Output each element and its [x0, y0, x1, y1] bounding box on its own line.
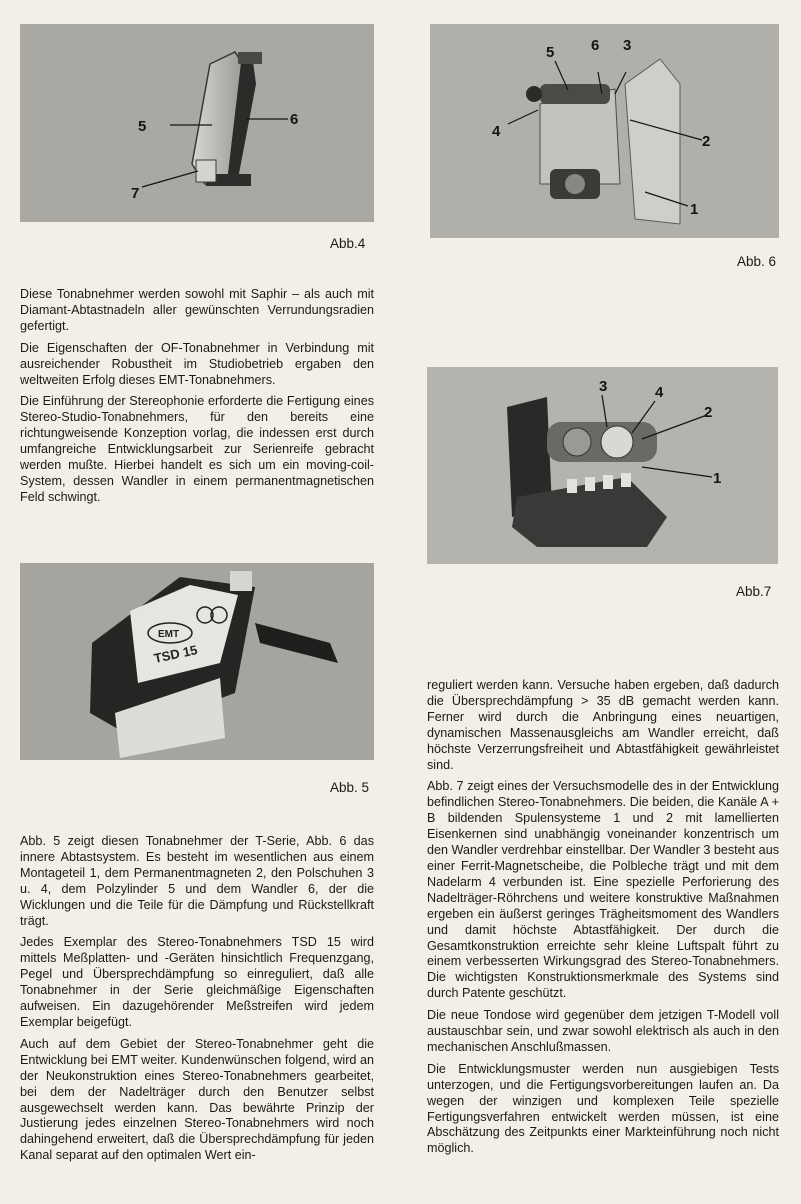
paragraph: Auch auf dem Gebiet der Stereo-Tonabnehmer geht die Entwicklung bei EMT weiter. Kundenwünschen folgend, wird an der Neukonstruktion eines Stereo-Tonabnehmers gearbeitet, bei dem der Nadelträger durch den Benutzer selbst ausgewechselt werden kann. Das bewährte Prinzip der Justierung jedes einzelnen Stereo-Tonabnehmers wird noch dahingehend erweitert, daß die Übersprechdämpfung für jeden Kanal separat auf den optimalen Wert ein-	[20, 1036, 374, 1163]
figure-abb7-photo	[427, 367, 778, 564]
abb4-label-5: 5	[138, 118, 147, 135]
abb5-logo-text: EMT	[158, 629, 180, 640]
paragraph: Abb. 7 zeigt eines der Versuchsmodelle des in der Entwicklung befindlichen Stereo-Tonabnehmers. Die beiden, die Kanäle A + B bildenden Spulensysteme 1 und 2 mit lamellierten Eisenkernen sind unabhängig voneinander konzentrisch um den Wandler verdrehbar einstellbar. Der Wandler 3 besteht aus einer Ferrit-Magnetscheibe, die Polbleche trägt und mit dem Nadelarm 4 verbunden ist. Eine spezielle Perforierung des Nadelträger-Röhrchens und weitere konstruktive Maßnahmen ergeben ein äußerst geringes Trägheitsmoment des Wandlers und damit höchste Abtastfähigkeit. Der durch die Gesamtkonstruktion erreichte sehr kleine Luftspalt führt zu einem verbesserten Wirkungsgrad des Stereo-Tonabnehmers. Die wichtigsten Konstruktionsmerkmale des Systems sind durch Patente geschützt.	[427, 779, 779, 1001]
paragraph: Jedes Exemplar des Stereo-Tonabnehmers TSD 15 wird mittels Meßplatten- und -Geräten hinsichtlich Frequenzgang, Pegel und Übersprechdämpfung so einreguliert, daß alle Tonabnehmer in der Serie gleichmäßige Eigenschaften aufweisen. Ein dazugehörender Meßstreifen wird jedem Exemplar beigefügt.	[20, 935, 374, 1029]
figure-abb6-caption: Abb. 6	[737, 254, 777, 269]
left-upper-text	[20, 287, 374, 512]
scanning-system-illustration	[430, 24, 779, 238]
abb6-label-1: 1	[690, 201, 699, 218]
paragraph: Die neue Tondose wird gegenüber dem jetzigen T-Modell voll austauschbar sein, und zwar sowohl elektrisch als auch in den mechanischen Anschlußmassen.	[427, 1008, 779, 1054]
paragraph: Die Entwicklungsmuster werden nun ausgiebigen Tests unterzogen, und die Fertigungsvorbereitungen laufen an. Da wegen der winzigen und komplexen Teile spezielle Fertigungsverfahren entwickelt werden müssen, ist eine Abschätzung des Zeitpunkts einer Markteinführung noch nicht möglich.	[427, 1061, 779, 1156]
cartridge-tsd15-illustration	[20, 563, 374, 760]
figure-abb7-caption: Abb.7	[736, 584, 772, 599]
figure-abb5-caption: Abb. 5	[330, 780, 370, 795]
abb6-label-2: 2	[702, 133, 711, 150]
paragraph: Abb. 5 zeigt diesen Tonabnehmer der T-Serie, Abb. 6 das innere Abtastsystem. Es besteht im wesentlichen aus einem Montageteil 1, dem Permanentmagneten 2, den Polschuhen 3 u. 4, dem Polzylinder 5 und dem Wandler 6, der die Wicklungen und die Teile für die Dämpfung und Rückstellkraft trägt.	[20, 834, 374, 928]
abb6-label-4: 4	[492, 123, 501, 140]
paragraph: Diese Tonabnehmer werden sowohl mit Saphir – als auch mit Diamant-Abtastnadeln aller gewünschten Verrundungsradien gefertigt.	[20, 287, 374, 333]
abb5-cartridge-label: TSD 15	[152, 642, 199, 666]
right-column-text	[427, 678, 779, 1163]
figure-abb6-photo	[430, 24, 779, 238]
abb6-label-6: 6	[591, 37, 600, 54]
abb6-label-5: 5	[546, 44, 555, 61]
abb7-label-2: 2	[704, 404, 713, 421]
prototype-model-illustration	[427, 367, 778, 564]
left-lower-text	[20, 834, 374, 1170]
abb7-label-4: 4	[655, 384, 664, 401]
figure-abb5-photo	[20, 563, 374, 760]
abb4-label-6: 6	[290, 111, 299, 128]
figure-abb4-caption: Abb.4	[330, 236, 366, 251]
paragraph: Die Einführung der Stereophonie erforderte die Fertigung eines Stereo-Studio-Tonabnehmers, für den bereits eine richtungweisende Konzeption vorlag, die indessen erst durch umfangreiche Entwicklungsarbeit zur Serienreife gebracht werden mußte. Hierbei handelt es sich um ein moving-coil-System, dessen Wandler in einem permanentmagnetischen Feld schwingt.	[20, 394, 374, 504]
figure-abb4-photo	[20, 24, 374, 222]
paragraph: Die Eigenschaften der OF-Tonabnehmer in Verbindung mit ausreichender Robustheit im Studiobetrieb ergaben den weltweiten Erfolg dieses EMT-Tonabnehmers.	[20, 340, 374, 387]
cartridge-side-illustration	[20, 24, 374, 222]
abb4-label-7: 7	[131, 185, 140, 202]
abb7-label-1: 1	[713, 470, 722, 487]
abb7-label-3: 3	[599, 378, 608, 395]
paragraph: reguliert werden kann. Versuche haben ergeben, daß dadurch die Übersprechdämpfung > 35 dB gemacht werden kann. Ferner wird durch die Anbringung eines neuartigen, dynamischen Massenausgleichs am Wandler erreicht, daß höchste Verzerrungsfreiheit und Abtastfähigkeit gewährleistet sind.	[427, 678, 779, 772]
abb6-label-3: 3	[623, 37, 632, 54]
